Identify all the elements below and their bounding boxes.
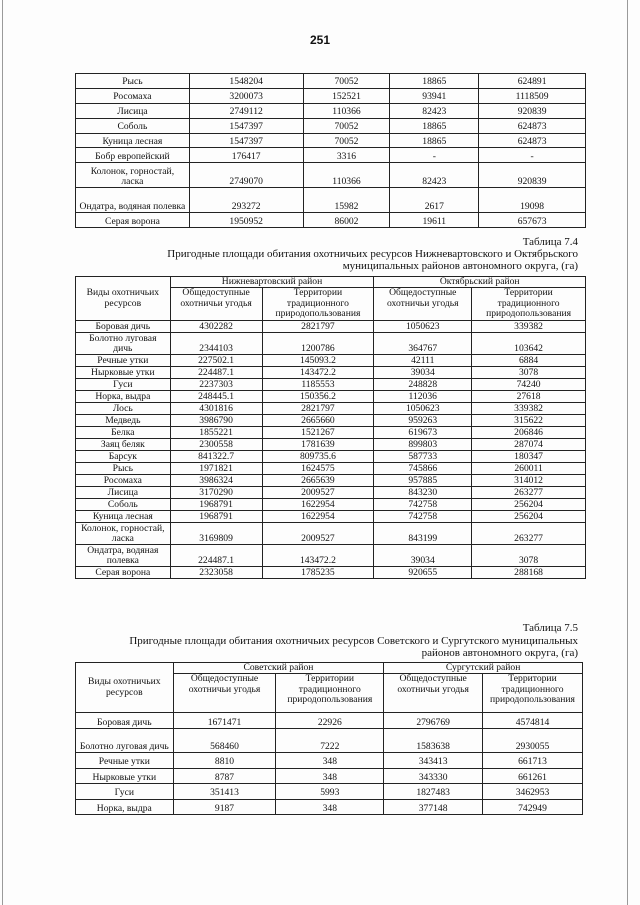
table-row xyxy=(76,163,586,188)
table-7-4-title-line2: муниципальных районов автономного округа, (га) xyxy=(342,260,578,272)
species-cell: Росомаха xyxy=(76,88,190,103)
value-cell: 256204 xyxy=(472,511,586,523)
value-cell: 348 xyxy=(276,753,384,769)
table-7-4-body xyxy=(76,321,586,579)
value-cell: 742758 xyxy=(374,499,472,511)
value-cell: 2796769 xyxy=(384,713,483,729)
value-cell: 377148 xyxy=(384,799,483,815)
species-cell: Куница лесная xyxy=(76,511,171,523)
value-cell: 920839 xyxy=(479,163,586,188)
value-cell: 2344103 xyxy=(170,333,262,355)
value-cell: 624873 xyxy=(479,133,586,148)
value-cell: 314012 xyxy=(472,475,586,487)
value-cell: 224487.1 xyxy=(170,367,262,379)
species-cell: Соболь xyxy=(76,499,171,511)
species-cell: Барсук xyxy=(76,451,171,463)
value-cell: 1827483 xyxy=(384,784,483,800)
value-cell: 4301816 xyxy=(170,403,262,415)
value-cell: 624891 xyxy=(479,74,586,89)
value-cell: 843199 xyxy=(374,523,472,545)
value-cell: 2300558 xyxy=(170,439,262,451)
table-row xyxy=(76,451,586,463)
header-public-lands: Общедоступные охотничьи угодья xyxy=(173,674,276,713)
value-cell: 339382 xyxy=(472,321,586,333)
table-row xyxy=(76,103,586,118)
species-cell: Росомаха xyxy=(76,475,171,487)
value-cell: 5993 xyxy=(276,784,384,800)
value-cell: 2323058 xyxy=(170,567,262,579)
value-cell: 1548204 xyxy=(189,74,303,89)
table-row xyxy=(76,355,586,367)
value-cell: 110366 xyxy=(303,163,390,188)
table-7-5 xyxy=(75,662,583,815)
species-cell: Соболь xyxy=(76,118,190,133)
table-row xyxy=(76,333,586,355)
value-cell: 3078 xyxy=(472,545,586,567)
value-cell: 1622954 xyxy=(262,511,374,523)
value-cell: 899803 xyxy=(374,439,472,451)
value-cell: 288168 xyxy=(472,567,586,579)
species-cell: Рысь xyxy=(76,463,171,475)
table-continuation xyxy=(75,73,586,228)
species-cell: Медведь xyxy=(76,415,171,427)
value-cell: 3316 xyxy=(303,148,390,163)
value-cell: 2665639 xyxy=(262,475,374,487)
value-cell: 86002 xyxy=(303,213,390,228)
table-row xyxy=(76,523,586,545)
value-cell: 1671471 xyxy=(173,713,276,729)
species-cell: Боровая дичь xyxy=(76,713,174,729)
value-cell: 224487.1 xyxy=(170,545,262,567)
value-cell: 1050623 xyxy=(374,403,472,415)
value-cell: 6884 xyxy=(472,355,586,367)
value-cell: 1521267 xyxy=(262,427,374,439)
value-cell: 82423 xyxy=(390,103,479,118)
value-cell: 3462953 xyxy=(483,784,583,800)
table-row xyxy=(76,463,586,475)
value-cell: 2930055 xyxy=(483,729,583,753)
table-row xyxy=(76,367,586,379)
value-cell: 152521 xyxy=(303,88,390,103)
value-cell: 70052 xyxy=(303,118,390,133)
value-cell: 657673 xyxy=(479,213,586,228)
value-cell: 742949 xyxy=(483,799,583,815)
value-cell: 3078 xyxy=(472,367,586,379)
species-cell: Гуси xyxy=(76,379,171,391)
table-row xyxy=(76,567,586,579)
value-cell: 843230 xyxy=(374,487,472,499)
value-cell: 256204 xyxy=(472,499,586,511)
header-species: Виды охотничьих ресурсов xyxy=(76,277,171,321)
value-cell: 74240 xyxy=(472,379,586,391)
table-row xyxy=(76,729,583,753)
value-cell: 39034 xyxy=(374,367,472,379)
value-cell: 206846 xyxy=(472,427,586,439)
value-cell: 180347 xyxy=(472,451,586,463)
value-cell: 841322.7 xyxy=(170,451,262,463)
table-7-4-title-line1: Пригодные площади обитания охотничьих ресурсов Нижневартовского и Октябрьского xyxy=(167,248,578,260)
value-cell: 2821797 xyxy=(262,403,374,415)
value-cell: - xyxy=(390,148,479,163)
value-cell: 742758 xyxy=(374,511,472,523)
table-7-5-body xyxy=(76,713,583,815)
value-cell: 70052 xyxy=(303,74,390,89)
species-cell: Нырковые утки xyxy=(76,768,174,784)
table-row xyxy=(76,213,586,228)
table-7-5-label: Таблица 7.5 xyxy=(522,622,578,634)
table-row xyxy=(76,133,586,148)
value-cell: 2237303 xyxy=(170,379,262,391)
table-7-4 xyxy=(75,276,586,579)
value-cell: 2009527 xyxy=(262,487,374,499)
table-row xyxy=(76,511,586,523)
species-cell: Боровая дичь xyxy=(76,321,171,333)
value-cell: 343413 xyxy=(384,753,483,769)
value-cell: 15982 xyxy=(303,188,390,213)
table-row xyxy=(76,88,586,103)
table-7-4-title xyxy=(98,248,578,272)
value-cell: 1185553 xyxy=(262,379,374,391)
value-cell: 19611 xyxy=(390,213,479,228)
value-cell: 2821797 xyxy=(262,321,374,333)
table-row xyxy=(76,391,586,403)
value-cell: 1971821 xyxy=(170,463,262,475)
value-cell: 343330 xyxy=(384,768,483,784)
value-cell: 1050623 xyxy=(374,321,472,333)
value-cell: 315622 xyxy=(472,415,586,427)
species-cell: Рысь xyxy=(76,74,190,89)
value-cell: 22926 xyxy=(276,713,384,729)
value-cell: 293272 xyxy=(189,188,303,213)
header-traditional-lands: Территории традиционного природопользования xyxy=(276,674,384,713)
table-7-5-title-line1: Пригодные площади обитания охотничьих ресурсов Советского и Сургутского муниципальных xyxy=(129,635,578,647)
species-cell: Колонок, горностай, ласка xyxy=(76,163,190,188)
value-cell: 1547397 xyxy=(189,133,303,148)
table-row xyxy=(76,415,586,427)
value-cell: 3200073 xyxy=(189,88,303,103)
header-district-sovetsky: Советский район xyxy=(173,663,384,674)
species-cell: Бобр европейский xyxy=(76,148,190,163)
value-cell: 1781639 xyxy=(262,439,374,451)
value-cell: 1118509 xyxy=(479,88,586,103)
value-cell: 7222 xyxy=(276,729,384,753)
value-cell: 1583638 xyxy=(384,729,483,753)
header-public-lands: Общедоступные охотничьи угодья xyxy=(384,674,483,713)
species-cell: Лось xyxy=(76,403,171,415)
value-cell: 18865 xyxy=(390,74,479,89)
table-row xyxy=(76,713,583,729)
value-cell: 227502.1 xyxy=(170,355,262,367)
value-cell: 661261 xyxy=(483,768,583,784)
value-cell: 143472.2 xyxy=(262,367,374,379)
table-row xyxy=(76,403,586,415)
value-cell: 103642 xyxy=(472,333,586,355)
value-cell: 745866 xyxy=(374,463,472,475)
species-cell: Норка, выдра xyxy=(76,799,174,815)
header-traditional-lands: Территории традиционного природопользования xyxy=(483,674,583,713)
value-cell: 143472.2 xyxy=(262,545,374,567)
page-number: 251 xyxy=(309,33,331,47)
value-cell: 1785235 xyxy=(262,567,374,579)
value-cell: 150356.2 xyxy=(262,391,374,403)
value-cell: 959263 xyxy=(374,415,472,427)
table-row xyxy=(76,475,586,487)
species-cell: Куница лесная xyxy=(76,133,190,148)
header-public-lands: Общедоступные охотничьи угодья xyxy=(170,288,262,321)
scan-edge-right xyxy=(627,0,628,905)
species-cell: Речные утки xyxy=(76,753,174,769)
species-cell: Болотно луговая дичь xyxy=(76,333,171,355)
value-cell: 8810 xyxy=(173,753,276,769)
value-cell: 587733 xyxy=(374,451,472,463)
value-cell: 2617 xyxy=(390,188,479,213)
value-cell: 920655 xyxy=(374,567,472,579)
value-cell: 260011 xyxy=(472,463,586,475)
scan-edge-left xyxy=(2,0,3,905)
value-cell: 4302282 xyxy=(170,321,262,333)
value-cell: 920839 xyxy=(479,103,586,118)
table-row xyxy=(76,753,583,769)
species-cell: Серая ворона xyxy=(76,213,190,228)
species-cell: Серая ворона xyxy=(76,567,171,579)
value-cell: 27618 xyxy=(472,391,586,403)
table-row xyxy=(76,188,586,213)
value-cell: 624873 xyxy=(479,118,586,133)
species-cell: Норка, выдра xyxy=(76,391,171,403)
value-cell: 82423 xyxy=(390,163,479,188)
table-row xyxy=(76,379,586,391)
value-cell: 42111 xyxy=(374,355,472,367)
value-cell: 248445.1 xyxy=(170,391,262,403)
value-cell: 3169809 xyxy=(170,523,262,545)
header-species: Виды охотничьих ресурсов xyxy=(76,663,174,713)
species-cell: Гуси xyxy=(76,784,174,800)
value-cell: 70052 xyxy=(303,133,390,148)
value-cell: 248828 xyxy=(374,379,472,391)
value-cell: 4574814 xyxy=(483,713,583,729)
table-row xyxy=(76,799,583,815)
header-traditional-lands: Территории традиционного природопользования xyxy=(262,288,374,321)
species-cell: Ондатра, водяная полевка xyxy=(76,545,171,567)
value-cell: 619673 xyxy=(374,427,472,439)
value-cell: 18865 xyxy=(390,118,479,133)
table-row xyxy=(76,118,586,133)
value-cell: 39034 xyxy=(374,545,472,567)
species-cell: Лисица xyxy=(76,487,171,499)
table-row xyxy=(76,784,583,800)
value-cell: - xyxy=(479,148,586,163)
value-cell: 1968791 xyxy=(170,499,262,511)
header-district-nizhnevartovsk: Нижневартовский район xyxy=(170,277,374,288)
species-cell: Заяц беляк xyxy=(76,439,171,451)
value-cell: 809735.6 xyxy=(262,451,374,463)
header-district-surgutsky: Сургутский район xyxy=(384,663,583,674)
value-cell: 1200786 xyxy=(262,333,374,355)
value-cell: 1622954 xyxy=(262,499,374,511)
species-cell: Нырковые утки xyxy=(76,367,171,379)
value-cell: 1950952 xyxy=(189,213,303,228)
value-cell: 364767 xyxy=(374,333,472,355)
species-cell: Ондатра, водяная полевка xyxy=(76,188,190,213)
value-cell: 1547397 xyxy=(189,118,303,133)
header-traditional-lands: Территории традиционного природопользования xyxy=(472,288,586,321)
header-district-oktyabrsky: Октябрьский район xyxy=(374,277,586,288)
value-cell: 3170290 xyxy=(170,487,262,499)
value-cell: 2749112 xyxy=(189,103,303,118)
value-cell: 1968791 xyxy=(170,511,262,523)
species-cell: Колонок, горностай, ласка xyxy=(76,523,171,545)
table-row xyxy=(76,439,586,451)
table-row xyxy=(76,74,586,89)
value-cell: 339382 xyxy=(472,403,586,415)
value-cell: 351413 xyxy=(173,784,276,800)
table-row xyxy=(76,148,586,163)
header-public-lands: Общедоступные охотничьи угодья xyxy=(374,288,472,321)
table-row xyxy=(76,499,586,511)
value-cell: 2009527 xyxy=(262,523,374,545)
table-7-5-title xyxy=(58,635,578,659)
value-cell: 568460 xyxy=(173,729,276,753)
species-cell: Болотно луговая дичь xyxy=(76,729,174,753)
value-cell: 112036 xyxy=(374,391,472,403)
value-cell: 19098 xyxy=(479,188,586,213)
value-cell: 661713 xyxy=(483,753,583,769)
table-row xyxy=(76,768,583,784)
value-cell: 145093.2 xyxy=(262,355,374,367)
table-row xyxy=(76,427,586,439)
value-cell: 18865 xyxy=(390,133,479,148)
table-7-5-title-line2: районов автономного округа, (га) xyxy=(421,647,578,659)
species-cell: Лисица xyxy=(76,103,190,118)
value-cell: 348 xyxy=(276,799,384,815)
value-cell: 8787 xyxy=(173,768,276,784)
value-cell: 110366 xyxy=(303,103,390,118)
table-row xyxy=(76,545,586,567)
species-cell: Белка xyxy=(76,427,171,439)
species-cell: Речные утки xyxy=(76,355,171,367)
table-7-4-label: Таблица 7.4 xyxy=(522,236,578,248)
value-cell: 93941 xyxy=(390,88,479,103)
value-cell: 2665660 xyxy=(262,415,374,427)
value-cell: 3986790 xyxy=(170,415,262,427)
value-cell: 1855221 xyxy=(170,427,262,439)
value-cell: 1624575 xyxy=(262,463,374,475)
value-cell: 9187 xyxy=(173,799,276,815)
value-cell: 263277 xyxy=(472,523,586,545)
value-cell: 287074 xyxy=(472,439,586,451)
table-continuation-body xyxy=(76,74,586,228)
table-row xyxy=(76,487,586,499)
value-cell: 263277 xyxy=(472,487,586,499)
value-cell: 957885 xyxy=(374,475,472,487)
value-cell: 2749070 xyxy=(189,163,303,188)
value-cell: 176417 xyxy=(189,148,303,163)
value-cell: 348 xyxy=(276,768,384,784)
value-cell: 3986324 xyxy=(170,475,262,487)
table-row xyxy=(76,321,586,333)
